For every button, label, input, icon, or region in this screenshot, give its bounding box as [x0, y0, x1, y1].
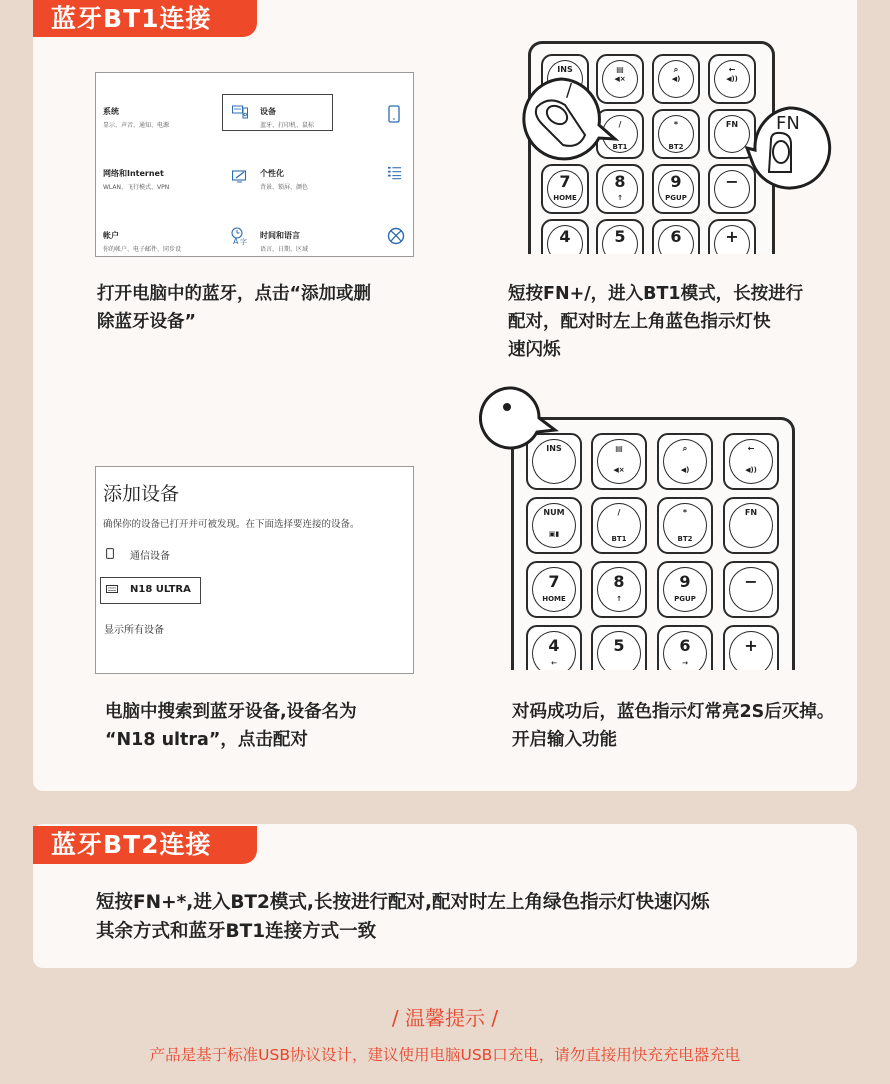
- settings-item-accounts[interactable]: 帐户 你的帐户、电子邮件、同步设: [103, 231, 182, 253]
- key-star-bt2: * BT2: [652, 109, 700, 159]
- key-6-right: 6 →: [657, 625, 713, 670]
- key-search: ⌕ ◀): [657, 433, 713, 490]
- device-name-label: N18 ULTRA: [130, 584, 191, 595]
- key-plus: +: [708, 219, 756, 254]
- key-4-left: 4 ←: [526, 625, 582, 670]
- settings-item-system[interactable]: 系统 显示、声音、通知、电源: [103, 107, 170, 129]
- fn-callout-label: FN: [776, 113, 800, 134]
- settings-item-devices[interactable]: 设备 蓝牙、打印机、鼠标: [260, 107, 315, 129]
- settings-item-network[interactable]: 网络和Internet WLAN、飞行模式、VPN: [103, 169, 170, 191]
- key-star-bt2: * BT2: [657, 497, 713, 554]
- time-language-icon: [231, 227, 249, 245]
- step1-caption: 打开电脑中的蓝牙，点击“添加或删 除蓝牙设备”: [97, 284, 372, 332]
- key-search: ⌕ ◀): [652, 54, 700, 104]
- key-7-home: 7 HOME: [526, 561, 582, 618]
- settings-item-time-language[interactable]: 时间和语言 语言、日期、区域: [260, 231, 309, 253]
- key-calculator: ▤ ◀×: [591, 433, 647, 490]
- key-8-up: 8 ↑: [596, 164, 644, 214]
- key-8-up: 8 ↑: [591, 561, 647, 618]
- xbox-icon: [387, 227, 405, 245]
- key-fn: FN: [723, 497, 779, 554]
- tip-text: 产品是基于标准USB协议设计，建议使用电脑USB口充电，请勿直接用快充充电器充电: [149, 1046, 741, 1064]
- key-5: 5: [596, 219, 644, 254]
- key-9-pgup: 9 PGUP: [657, 561, 713, 618]
- key-ins: INS: [526, 433, 582, 490]
- key-ins: INS: [541, 54, 589, 104]
- key-backspace: ← ◀)): [723, 433, 779, 490]
- bt1-badge: 蓝牙BT1连接: [33, 0, 257, 37]
- step2-caption: 短按FN+/，进入BT1模式，长按进行 配对，配对时左上角蓝色指示灯快 速闪烁: [508, 284, 804, 360]
- device-item-communication[interactable]: 通信设备: [130, 551, 170, 562]
- key-plus: +: [723, 625, 779, 670]
- add-device-description: 确保你的设备已打开并可被发现。在下面选择要连接的设备。: [103, 519, 360, 530]
- step3-caption: 电脑中搜索到蓝牙设备,设备名为 “N18 ultra”，点击配对: [105, 702, 357, 750]
- keypad-bottom-illustration: [511, 417, 795, 670]
- keyboard-icon: [106, 585, 118, 593]
- slash-callout-label: /: [566, 80, 573, 101]
- svg-text:字: 字: [240, 238, 247, 245]
- add-device-dialog: [95, 466, 414, 674]
- add-device-title: 添加设备: [103, 483, 180, 505]
- settings-window: [95, 72, 414, 257]
- device-item-n18-ultra[interactable]: [100, 577, 201, 604]
- svg-text:A: A: [233, 237, 239, 245]
- key-4: 4: [541, 219, 589, 254]
- key-7-home: 7 HOME: [541, 164, 589, 214]
- settings-item-personalization[interactable]: 个性化 背景、锁屏、颜色: [260, 169, 309, 191]
- phone-icon: [388, 105, 400, 123]
- key-fn: FN: [708, 109, 756, 159]
- tip-title: / 温馨提示 /: [391, 1006, 499, 1030]
- key-backspace: ← ◀)): [708, 54, 756, 104]
- personalization-icon: [232, 169, 248, 183]
- key-6: 6: [652, 219, 700, 254]
- key-calculator: ▤ ◀×: [596, 54, 644, 104]
- key-9-pgup: 9 PGUP: [652, 164, 700, 214]
- step4-caption: 对码成功后，蓝色指示灯常亮2S后灭掉。 开启输入功能: [512, 702, 835, 750]
- show-all-devices-link[interactable]: 显示所有设备: [104, 625, 164, 636]
- bt2-badge: 蓝牙BT2连接: [33, 826, 257, 864]
- apps-list-icon: [387, 166, 403, 180]
- key-5: 5: [591, 625, 647, 670]
- key-slash-bt1: / BT1: [596, 109, 644, 159]
- keyboard-speaker-icon: [232, 105, 248, 119]
- key-num: NUM ▣▮: [526, 497, 582, 554]
- bt2-instructions: 短按FN+*,进入BT2模式,长按进行配对,配对时左上角绿色指示灯快速闪烁 其余方式和蓝牙BT1连接方式一致: [96, 892, 710, 942]
- key-slash-bt1: / BT1: [591, 497, 647, 554]
- key-minus: −: [723, 561, 779, 618]
- indicator-light-callout: [479, 386, 559, 452]
- phone-icon: [106, 548, 114, 559]
- key-minus: −: [708, 164, 756, 214]
